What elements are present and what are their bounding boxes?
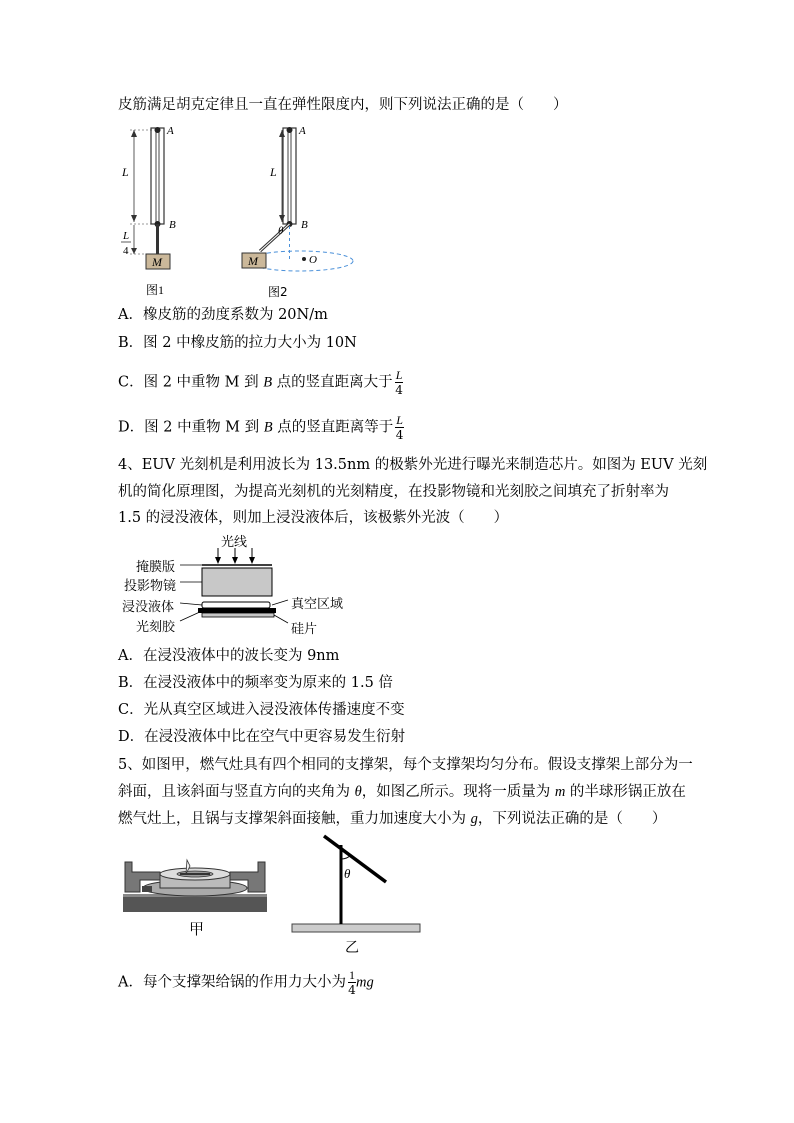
euv-lithography-diagram — [118, 530, 368, 645]
gas-stove-figure — [120, 852, 270, 914]
fig2-theta: θ — [278, 225, 284, 237]
fig1-caption: 图1 — [146, 283, 165, 297]
fig1-A: A — [167, 125, 174, 137]
fig1-B: B — [169, 219, 176, 231]
label-wafer: 硅片 — [291, 622, 318, 637]
q4-option-b: B．在浸没液体中的频率变为原来的 1.5 倍 — [118, 675, 393, 691]
q4-option-a: A．在浸没液体中的波长变为 9nm — [118, 648, 340, 664]
q4-stem-line-1: 4、EUV 光刻机是利用波长为 13.5nm 的极紫外光进行曝光来制造芯片。如图为 EUV 光刻 — [118, 457, 708, 473]
fig2-L: L — [270, 165, 277, 179]
q3-option-b: B．图 2 中橡皮筋的拉力大小为 10N — [118, 335, 357, 351]
q3-option-c: C．图 2 中重物 M 到 B 点的竖直距离大于 $\frac{L}{4}$ — [118, 368, 403, 397]
fig2-M: M — [248, 254, 258, 268]
q5-stem-line-1: 5、如图甲，燃气灶具有四个相同的支撑架，每个支撑架均匀分布。假设支撑架上部分为一 — [118, 757, 693, 773]
q3-option-d: D．图 2 中重物 M 到 B 点的竖直距离等于 $\frac{L}{4}$ — [118, 413, 404, 442]
fig2-caption: 图2 — [268, 285, 288, 299]
fig2-O: O — [309, 254, 317, 266]
label-vacuum-region: 真空区域 — [291, 597, 344, 612]
fraction-l-over-4: $\frac{L}{4}$ — [395, 368, 403, 397]
label-mask: 掩膜版 — [136, 560, 176, 575]
support-frame-figure — [288, 833, 428, 938]
label-light: 光线 — [221, 535, 248, 550]
fig1-M: M — [152, 255, 162, 269]
fig1-L: L — [122, 165, 129, 179]
label-projection-lens: 投影物镜 — [124, 579, 177, 594]
q3-figure-2-dimension — [230, 118, 290, 238]
q5-option-a: A．每个支撑架给锅的作用力大小为 $\frac{1}{4}$ mg — [118, 968, 374, 997]
q3-option-a: A．橡皮筋的劲度系数为 20N/m — [118, 307, 328, 323]
figure-yi-theta: θ — [344, 866, 351, 881]
label-photoresist: 光刻胶 — [136, 620, 176, 635]
fig1-frac-den: 4 — [123, 245, 129, 257]
fig1-frac-num: L — [123, 230, 130, 242]
q5-stem-line-3: 燃气灶上，且锅与支撑架斜面接触，重力加速度大小为 g，下列说法正确的是（ ） — [118, 811, 667, 827]
q4-stem-line-3: 1.5 的浸没液体，则加上浸没液体后，该极紫外光波（ ） — [118, 510, 509, 526]
q4-option-c: C．光从真空区域进入浸没液体传播速度不变 — [118, 702, 405, 718]
fig2-B: B — [301, 219, 308, 231]
label-immersion-liquid: 浸没液体 — [122, 600, 175, 615]
q3-figure-1 — [112, 118, 197, 300]
q5-stem-line-2: 斜面，且该斜面与竖直方向的夹角为 θ，如图乙所示。现将一质量为 m 的半球形锅正放在 — [118, 784, 686, 800]
fraction-l-over-4: $\frac{L}{4}$ — [395, 413, 404, 442]
figure-jia-caption: 甲 — [189, 920, 205, 938]
fig2-A: A — [299, 125, 306, 137]
q4-option-d: D．在浸没液体中比在空气中更容易发生衍射 — [118, 729, 406, 745]
figure-yi-caption: 乙 — [345, 940, 359, 956]
q4-stem-line-2: 机的简化原理图，为提高光刻机的光刻精度，在投影物镜和光刻胶之间填充了折射率为 — [118, 484, 669, 500]
fraction-one-quarter: $\frac{1}{4}$ — [348, 968, 356, 997]
q3-stem-tail: 皮筋满足胡克定律且一直在弹性限度内，则下列说法正确的是（ ） — [118, 97, 568, 113]
